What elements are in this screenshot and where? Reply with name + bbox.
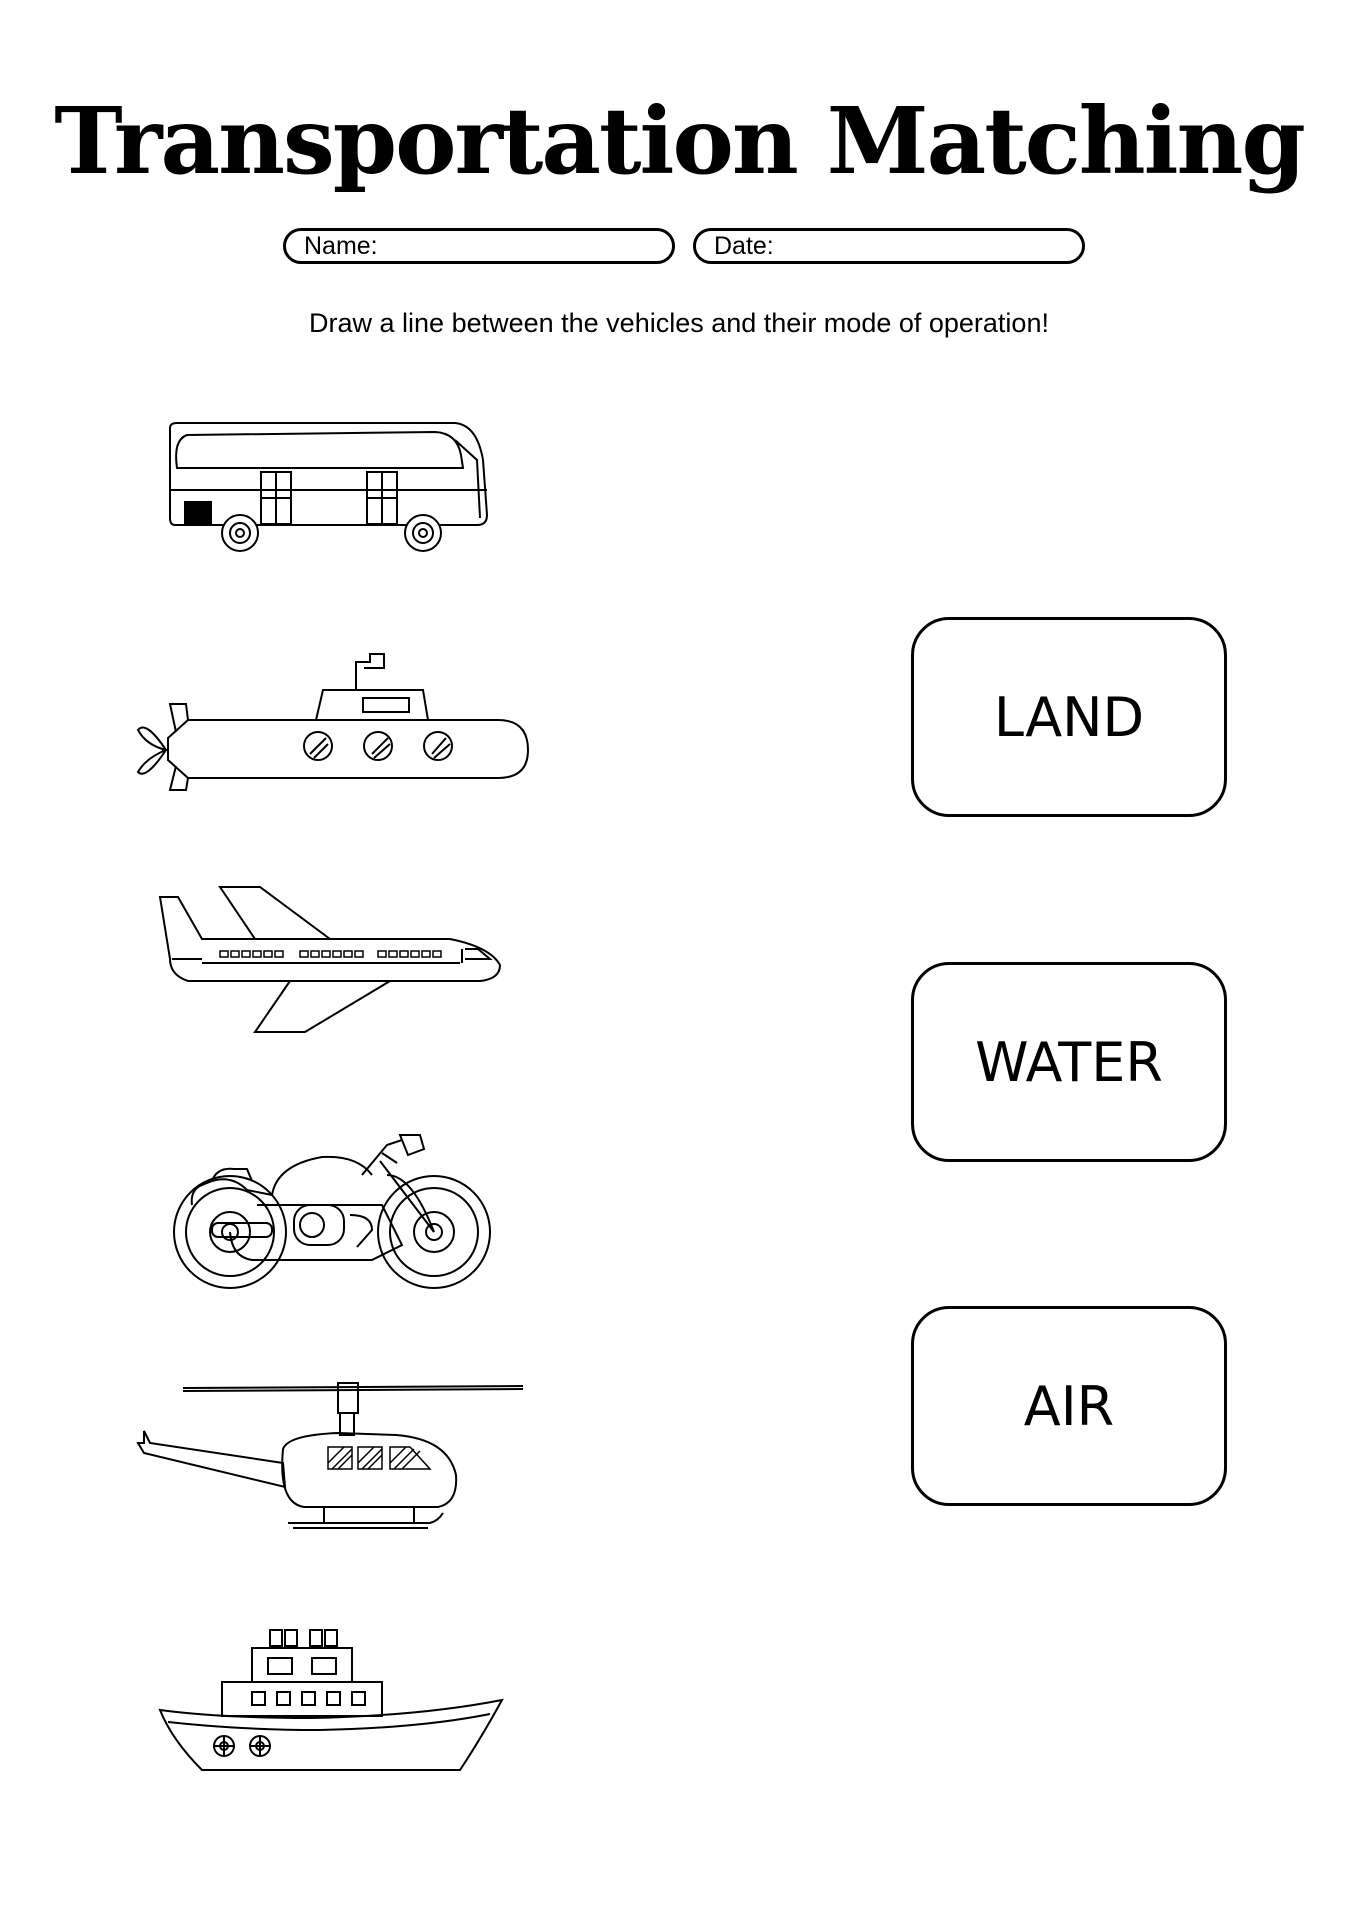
air-label: AIR: [1023, 1374, 1115, 1438]
ship-icon: [160, 1630, 502, 1775]
instructions: Draw a line between the vehicles and their mode of operation!: [309, 308, 1049, 338]
land-answer-box[interactable]: [911, 617, 1227, 817]
name-field[interactable]: [283, 228, 675, 264]
water-label: WATER: [975, 1030, 1163, 1094]
submarine-icon: [138, 650, 528, 790]
worksheet-title: Transportation Matching: [54, 87, 1304, 195]
name-label: Name:: [304, 232, 378, 260]
water-answer-box[interactable]: [911, 962, 1227, 1162]
land-label: LAND: [993, 685, 1145, 749]
airplane-icon: [160, 887, 500, 1037]
helicopter-icon: [138, 1383, 523, 1543]
air-answer-box[interactable]: [911, 1306, 1227, 1506]
date-label: Date:: [714, 232, 774, 260]
motorcycle-icon: [172, 1135, 492, 1290]
date-field[interactable]: [693, 228, 1085, 264]
bus-icon: [165, 420, 495, 555]
